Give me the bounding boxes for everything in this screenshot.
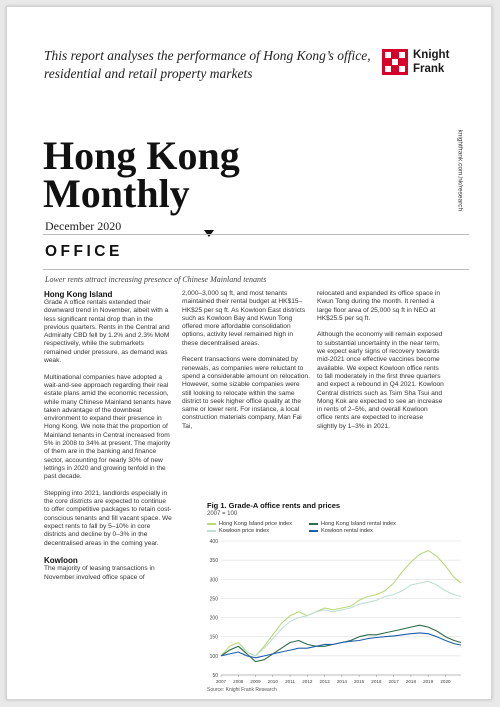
text-column-1: [44, 290, 172, 590]
x-tick-label: 2017: [388, 679, 399, 684]
y-tick-label: 350: [209, 558, 218, 565]
page-title: [43, 133, 240, 216]
y-tick-label: 400: [209, 539, 218, 545]
legend-item: [309, 521, 396, 527]
x-tick-label: 2018: [405, 679, 417, 684]
logo-line-2: Frank: [413, 63, 445, 75]
paragraph: Recent transactions were dominated by renewals, as companies were reluctant to spend a considerable amount on relocation. However, some sizable companies were still looking to relocate within the same district to seek higher office quality at the same or lower rent. For instance, a local construction materials company, Man Fai Tai,: [182, 356, 310, 430]
legend-item: [207, 528, 269, 534]
section-subtitle: Lower rents attract increasing presence of Chinese Mainland tenants: [45, 275, 267, 284]
heading-hong-kong-island: Hong Kong Island: [44, 290, 113, 299]
title-line-2: Monthly: [43, 171, 190, 216]
knight-frank-logo[interactable]: [382, 48, 472, 82]
figure-subtitle: 2007 = 100: [207, 511, 238, 517]
x-tick-label: 2008: [233, 679, 244, 684]
y-tick-label: 300: [209, 577, 218, 584]
series-line: [221, 625, 461, 661]
paragraph: 2,000–3,000 sq ft, and most tenants maintained their rental budget at HK$15–HK$25 per sq ft. As Kowloon East districts such as Kowloon Bay and Kwun Tong offered more affordable consolidation options, activity level remained high in these decentralised areas.: [182, 290, 306, 347]
legend-label: Hong Kong Island price index: [219, 521, 293, 527]
figure-title: Fig 1. Grade-A office rents and prices: [207, 501, 341, 510]
figure-source: Source: Knight Frank Research: [207, 687, 277, 693]
x-tick-label: 2010: [267, 679, 278, 684]
divider-bottom: [43, 269, 469, 270]
legend-label: Kowloon rental index: [321, 528, 373, 534]
knight-frank-logo-icon: [382, 49, 408, 75]
legend-swatch-hki-price: [207, 523, 216, 525]
y-tick-label: 150: [209, 634, 218, 641]
paragraph: Stepping into 2021, landlords especially in the core districts are expected to continue to offer competitive packages to retain cost-conscious tenants and fill vacant space. We expect rents to fall by 5–10% in core districts and decline by 0–3% in the decentralised areas in the coming year.: [44, 489, 172, 547]
y-tick-label: 200: [209, 615, 218, 622]
legend-swatch-hki-rental: [309, 523, 318, 525]
x-tick-label: 2014: [336, 679, 347, 684]
series-line: [221, 581, 461, 656]
report-page: [6, 6, 492, 700]
divider-top: [43, 234, 469, 235]
paragraph: The majority of leasing transactions in November involved office space of: [44, 565, 155, 581]
x-tick-label: 2009: [250, 679, 261, 684]
y-tick-label: 50: [212, 673, 218, 679]
legend-item: [207, 521, 292, 527]
legend-label: Kowloon price index: [219, 528, 270, 534]
x-tick-label: 2012: [302, 679, 313, 684]
x-tick-label: 2019: [423, 679, 434, 684]
x-tick-label: 2020: [440, 679, 451, 684]
title-line-1: Hong Kong: [43, 133, 240, 178]
x-tick-label: 2011: [285, 679, 296, 684]
website-text: knightfrank.com.hk/research: [456, 129, 464, 212]
series-line: [221, 551, 461, 656]
paragraph: Multinational companies have adopted a wait-and-see approach regarding their real estate plans amid the economic recession, while many Chinese Mainland tenants have taken advantage of the downbeat environment to expand their presence in Hong Kong. We note that the proportion of Mainland tenants in Central increased from 5% in 2008 to 34% at present. The majority of them are in the banking and finance sector, accounting for nearly 30% of new lettings in 2020 and growing tenfold in the past decade.: [44, 373, 172, 481]
website-vertical: [451, 129, 464, 243]
report-tagline: This report analyses the performance of Hong Kong’s office, residential and retail property markets: [44, 48, 371, 81]
legend-label: Hong Kong Island rental index: [321, 521, 396, 527]
paragraph: Grade A office rentals extended their downward trend in November, albeit with a less significant rental drop than in the previous quarters. Rents in the Central and Admiralty CBD fell by 1.2% and 2.3% MoM respectively, while the submarkets remained under pressure, as demand was weak.: [44, 299, 170, 365]
report-date: December 2020: [45, 219, 122, 233]
line-chart: [199, 535, 467, 687]
paragraph: Although the economy will remain exposed to substantial uncertainty in the near term, we expect early signs of recovery towards mid-2021 once effective vaccines become available. We expect Kowloon office rents to fall moderately in the first three quarters and expect a rebound in Q4 2021. Kowloon Central districts such as Tsim Sha Tsui and Mong Kok are expected to see an increase in rents of 2–5%, and overall Kowloon office rents are expected to increase slightly by 1–3% in 2021.: [317, 331, 444, 430]
paragraph: relocated and expanded its office space in Kwun Tong during the month. It rented a large floor area of 25,000 sq ft in NEO at HK$25.5 per sq ft.: [317, 290, 441, 322]
logo-text: [413, 48, 473, 76]
legend-item: [309, 528, 373, 534]
figure-rents-prices: [199, 497, 467, 697]
x-tick-label: 2007: [215, 679, 227, 684]
legend-swatch-kln-price: [207, 530, 216, 532]
y-tick-label: 100: [209, 653, 218, 660]
x-tick-label: 2013: [319, 679, 330, 684]
y-tick-label: 250: [209, 596, 218, 603]
legend-swatch-kln-rental: [309, 530, 318, 532]
section-heading: OFFICE: [45, 243, 123, 260]
text-column-2: [182, 290, 310, 439]
text-column-3: [317, 290, 445, 439]
x-tick-label: 2015: [354, 679, 365, 684]
heading-kowloon: Kowloon: [44, 556, 78, 566]
logo-line-1: Knight: [413, 49, 450, 61]
x-tick-label: 2016: [371, 679, 382, 684]
